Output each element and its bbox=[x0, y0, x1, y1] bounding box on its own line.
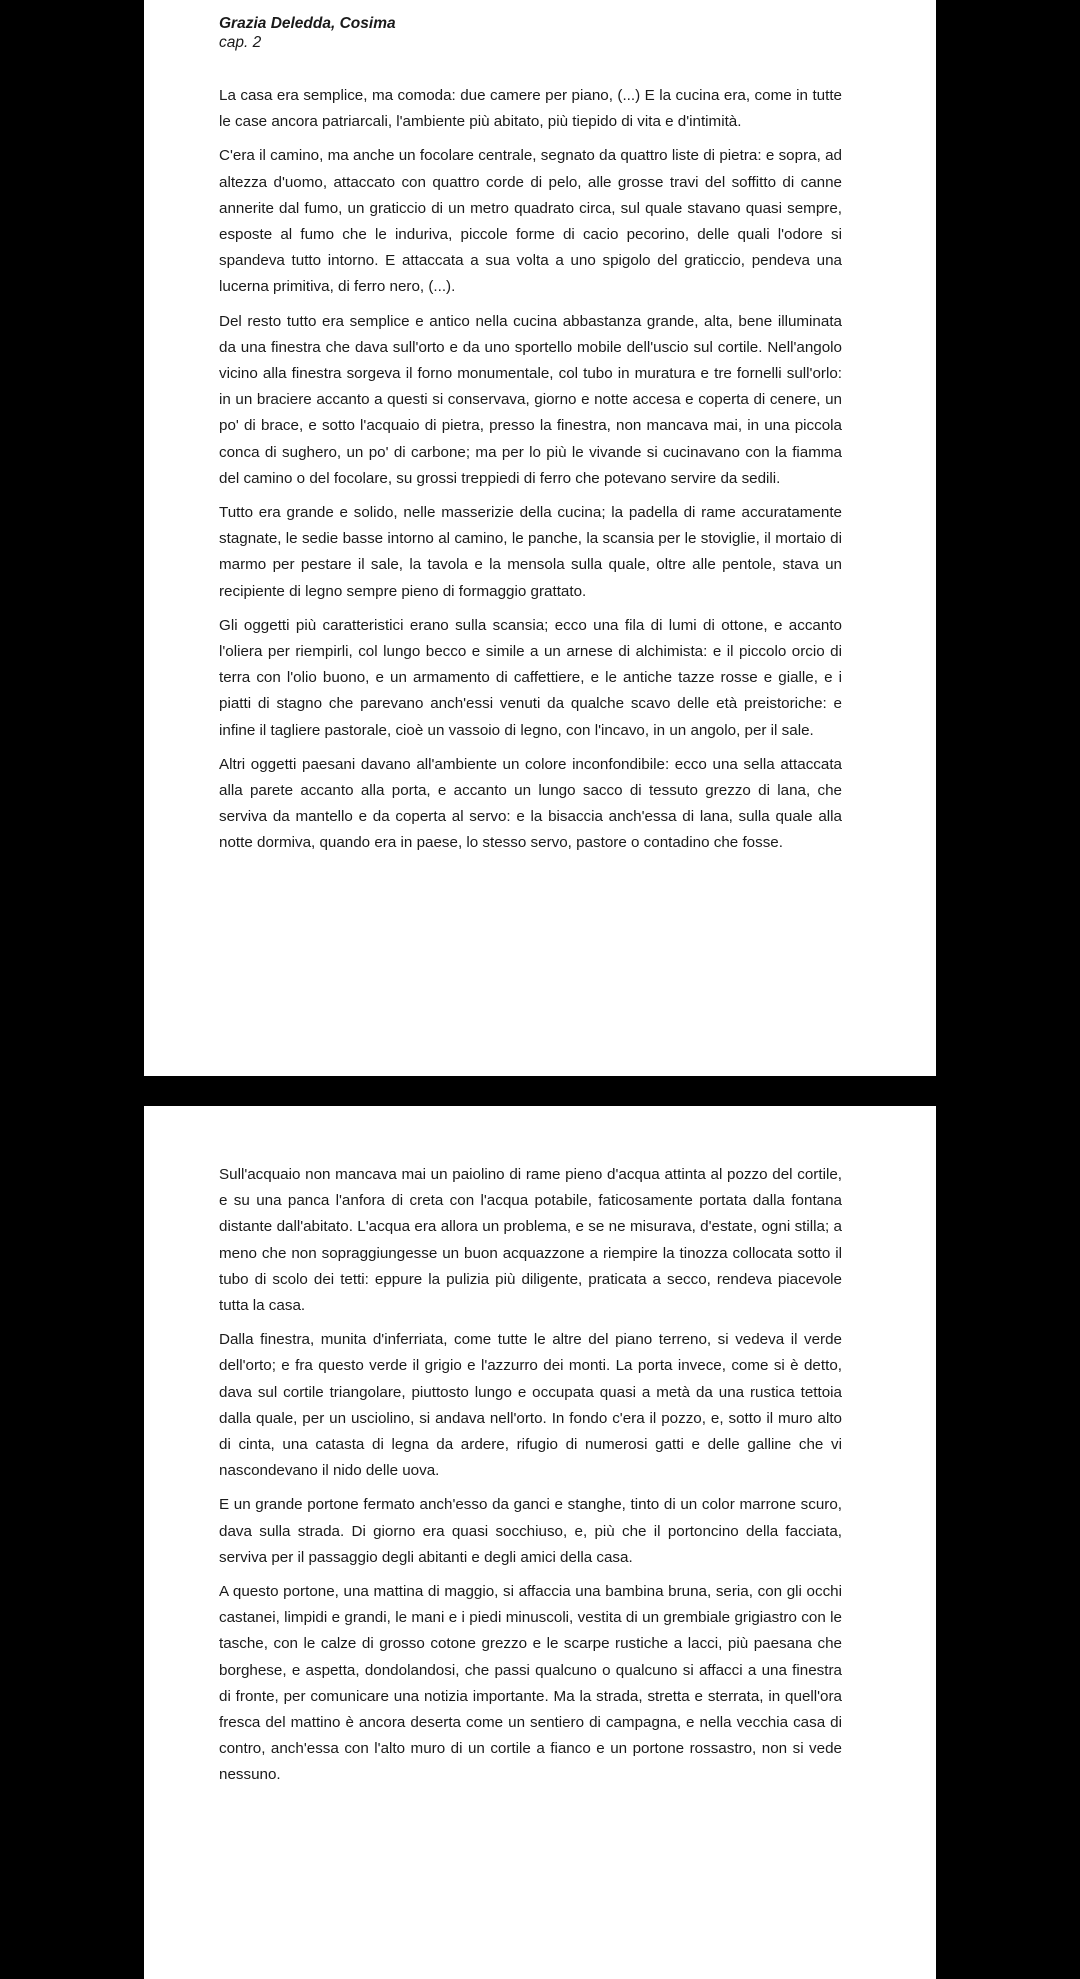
author-title-header: Grazia Deledda, Cosima bbox=[219, 15, 396, 32]
paragraph: E un grande portone fermato anch'esso da ganci e stanghe, tinto di un color marrone scuro, dava sulla strada. Di giorno era quasi socchiuso, e, più che il portoncino della facciata, serviva per il passaggio degli abitanti e degli amici della casa. bbox=[219, 1496, 842, 1566]
document-page-1 bbox=[144, 0, 936, 1076]
paragraph: C'era il camino, ma anche un focolare centrale, segnato da quattro liste di pietra: e sopra, ad altezza d'uomo, attaccato con quattro corde di pelo, alle grosse travi del soffitto di canne annerite dal fumo, un graticcio di un metro quadrato circa, sul quale stavano quasi sempre, esposte al fumo che le induriva, piccole forme di cacio pecorino, delle quali l'odore si spandeva tutto intorno. E attaccata a sua volta a uno spigolo del graticcio, pendeva una lucerna primitiva, di ferro nero, (...). bbox=[219, 147, 842, 296]
paragraph: Sull'acquaio non mancava mai un paiolino di rame pieno d'acqua attinta al pozzo del cortile, e su una panca l'anfora di creta con l'acqua potabile, faticosamente portata dalla fontana distante dall'abitato. L'acqua era allora un problema, e se ne misurava, d'estate, ogni stilla; a meno che non sopraggiungesse un buon acquazzone a riempire la tinozza collocata sotto il tubo di scolo dei tetti: eppure la pulizia più diligente, praticata a secco, rendeva piacevole tutta la casa. bbox=[219, 1166, 842, 1315]
paragraph: La casa era semplice, ma comoda: due camere per piano, (...) E la cucina era, come in tutte le case ancora patriarcali, l'ambiente più abitato, più tiepido di vita e d'intimità. bbox=[219, 87, 842, 131]
paragraph: Dalla finestra, munita d'inferriata, come tutte le altre del piano terreno, si vedeva il verde dell'orto; e fra questo verde il grigio e l'azzurro dei monti. La porta invece, come si è detto, dava sul cortile triangolare, piuttosto lungo e occupata quasi a metà da una rustica tettoia dalla quale, per un usciolino, si andava nell'orto. In fondo c'era il pozzo, e, sotto il muro alto di cinta, una catasta di legna da ardere, rifugio di numerosi gatti e delle galline che vi nascondevano il nido delle uova. bbox=[219, 1331, 842, 1480]
paragraph: A questo portone, una mattina di maggio, si affaccia una bambina bruna, seria, con gli occhi castanei, limpidi e grandi, le mani e i piedi minuscoli, vestita di un grembiale grigiastro con le tasche, con le calze di grosso cotone grezzo e le scarpe rustiche a lacci, più paesana che borghese, e aspetta, dondolandosi, che passi qualcuno o qualcuno si affacci a una finestra di fronte, per comunicare una notizia importante. Ma la strada, stretta e sterrata, in quell'ora fresca del mattino è ancora deserta come un sentiero di campagna, e nella vecchia casa di contro, anch'essa con l'alto muro di un cortile a fianco e un portone rossastro, non si vede nessuno. bbox=[219, 1583, 842, 1784]
paragraph: Tutto era grande e solido, nelle masserizie della cucina; la padella di rame accuratamente stagnate, le sedie basse intorno al camino, le panche, la scansia per le stoviglie, il mortaio di marmo per pestare il sale, la tavola e la mensola sulla quale, oltre alle pentole, stava un recipiente di legno sempre pieno di formaggio grattato. bbox=[219, 504, 842, 600]
document-page-2 bbox=[144, 1106, 936, 1979]
chapter-label: cap. 2 bbox=[219, 34, 262, 51]
paragraph: Del resto tutto era semplice e antico nella cucina abbastanza grande, alta, bene illuminata da una finestra che dava sull'orto e da uno sportello mobile dell'uscio sul cortile. Nell'angolo vicino alla finestra sorgeva il forno monumentale, col tubo in muratura e tre fornelli sull'orlo: in un braciere accanto a questi si conservava, giorno e notte accesa e coperta di cenere, un po' di brace, e sotto l'acquaio di pietra, presso la finestra, non mancava mai, in una piccola conca di sughero, un po' di carbone; ma per lo più le vivande si cucinavano con la fiamma del camino o del focolare, su grossi treppiedi di ferro che potevano servire da sedili. bbox=[219, 312, 842, 487]
paragraph: Altri oggetti paesani davano all'ambiente un colore inconfondibile: ecco una sella attaccata alla parete accanto alla porta, e accanto un lungo sacco di tessuto grezzo di lana, che serviva da mantello e da coperta al servo: e la bisaccia anch'essa di lana, sulla quale alla notte dormiva, quando era in paese, lo stesso servo, pastore o contadino che fosse. bbox=[219, 755, 842, 852]
paragraph: Gli oggetti più caratteristici erano sulla scansia; ecco una fila di lumi di ottone, e accanto l'oliera per riempirli, col lungo becco e simile a un arnese di alchimista: e il piccolo orcio di terra con l'olio buono, e un armamento di caffettiere, e le antiche tazze rosse e gialle, e i piatti di stagno che parevano anch'essi venuti da qualche scavo delle età preistoriche: e infine il tagliere pastorale, cioè un vassoio di legno, con l'incavo, in un angolo, per il sale. bbox=[219, 616, 842, 739]
